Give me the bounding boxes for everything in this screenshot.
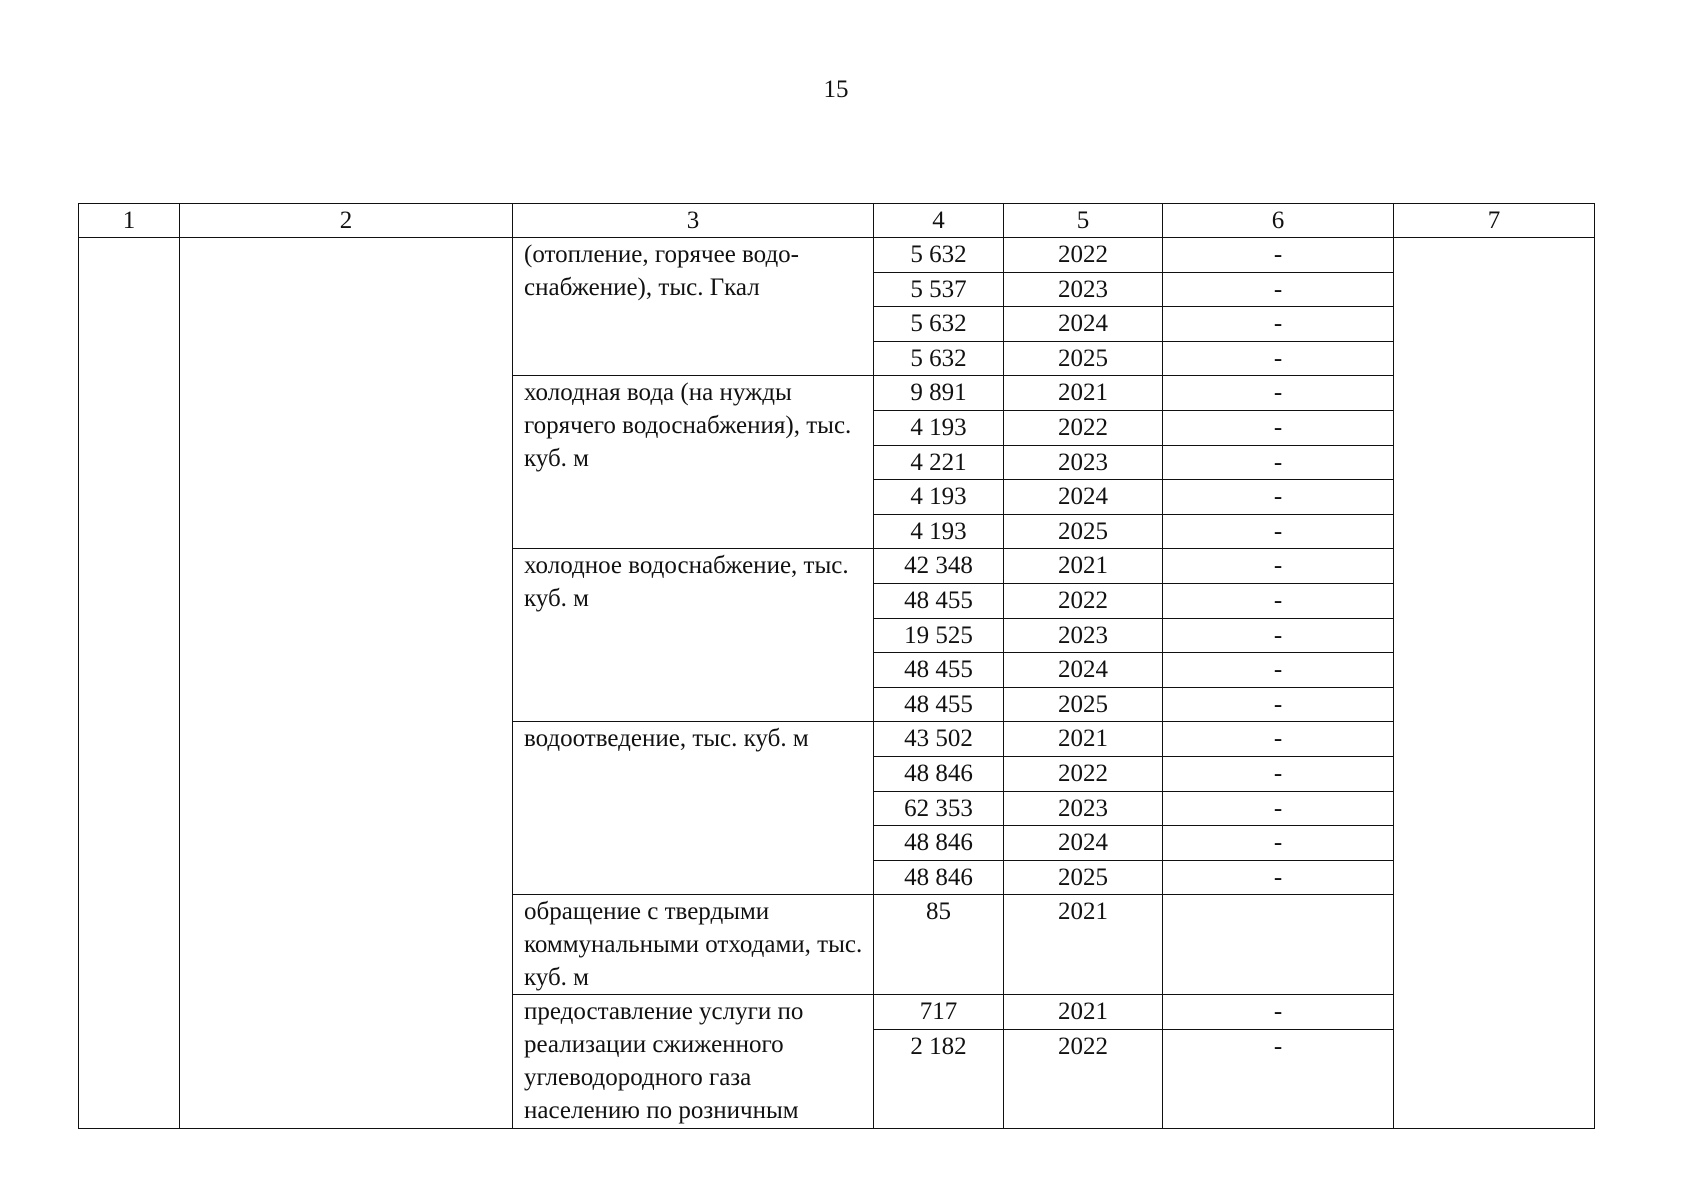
value-cell: 48 455 [874,687,1004,722]
value-cell: 5 537 [874,272,1004,307]
note-cell: - [1163,341,1394,376]
value-cell: 9 891 [874,376,1004,411]
year-cell: 2024 [1004,826,1163,861]
column-header-5: 5 [1004,204,1163,238]
note-cell: - [1163,480,1394,515]
year-cell: 2025 [1004,860,1163,895]
note-cell: - [1163,687,1394,722]
note-cell: - [1163,618,1394,653]
indicator-description: водоотведение, тыс. куб. м [513,722,874,895]
value-cell: 48 455 [874,583,1004,618]
note-cell: - [1163,549,1394,584]
page-number: 15 [823,76,849,103]
column-header-1: 1 [79,204,180,238]
note-cell: - [1163,791,1394,826]
value-cell: 43 502 [874,722,1004,757]
note-cell: - [1163,860,1394,895]
note-cell: - [1163,445,1394,480]
indicator-description: (отопление, горячее водо-снабжение), тыс. Гкал [513,238,874,376]
value-cell: 42 348 [874,549,1004,584]
value-cell: 5 632 [874,238,1004,273]
col2-cell [180,238,513,1129]
indicator-description: предоставление услуги по реализации сжиженного углеводородного газа населению по розничным [513,995,874,1129]
value-cell: 19 525 [874,618,1004,653]
year-cell: 2022 [1004,1029,1163,1128]
year-cell: 2022 [1004,410,1163,445]
column-number-row [79,204,1595,238]
value-cell: 48 846 [874,756,1004,791]
column-header-3: 3 [513,204,874,238]
note-cell: - [1163,238,1394,273]
note-cell: - [1163,1029,1394,1128]
year-cell: 2021 [1004,549,1163,584]
value-cell: 62 353 [874,791,1004,826]
value-cell: 2 182 [874,1029,1004,1128]
value-cell: 48 455 [874,653,1004,688]
column-header-2: 2 [180,204,513,238]
year-cell: 2023 [1004,445,1163,480]
indicator-description: холодное водоснабжение, тыс. куб. м [513,549,874,722]
note-cell: - [1163,410,1394,445]
value-cell: 48 846 [874,860,1004,895]
year-cell: 2024 [1004,480,1163,515]
note-cell: - [1163,995,1394,1030]
value-cell: 4 193 [874,480,1004,515]
year-cell: 2024 [1004,307,1163,342]
value-cell: 4 221 [874,445,1004,480]
note-cell: - [1163,583,1394,618]
year-cell: 2023 [1004,791,1163,826]
value-cell: 4 193 [874,514,1004,549]
note-cell: - [1163,376,1394,411]
note-cell: - [1163,514,1394,549]
indicator-description: обращение с твердыми коммунальными отходами, тыс. куб. м [513,895,874,995]
table-row [79,238,1595,273]
year-cell: 2021 [1004,376,1163,411]
value-cell: 85 [874,895,1004,995]
value-cell: 5 632 [874,307,1004,342]
note-cell: - [1163,756,1394,791]
year-cell: 2023 [1004,618,1163,653]
year-cell: 2023 [1004,272,1163,307]
note-cell: - [1163,722,1394,757]
value-cell: 5 632 [874,341,1004,376]
value-cell: 717 [874,995,1004,1030]
year-cell: 2021 [1004,722,1163,757]
column-header-7: 7 [1394,204,1595,238]
data-table [78,203,1595,1129]
year-cell: 2022 [1004,756,1163,791]
year-cell: 2025 [1004,514,1163,549]
note-cell [1163,895,1394,995]
note-cell: - [1163,272,1394,307]
column-header-6: 6 [1163,204,1394,238]
note-cell: - [1163,307,1394,342]
year-cell: 2024 [1004,653,1163,688]
column-header-4: 4 [874,204,1004,238]
indicator-description: холодная вода (на нужды горячего водоснабжения), тыс. куб. м [513,376,874,549]
col7-cell [1394,238,1595,1129]
year-cell: 2021 [1004,995,1163,1030]
year-cell: 2021 [1004,895,1163,995]
note-cell: - [1163,826,1394,861]
year-cell: 2022 [1004,583,1163,618]
value-cell: 48 846 [874,826,1004,861]
year-cell: 2025 [1004,687,1163,722]
note-cell: - [1163,653,1394,688]
value-cell: 4 193 [874,410,1004,445]
col1-cell [79,238,180,1129]
year-cell: 2025 [1004,341,1163,376]
year-cell: 2022 [1004,238,1163,273]
